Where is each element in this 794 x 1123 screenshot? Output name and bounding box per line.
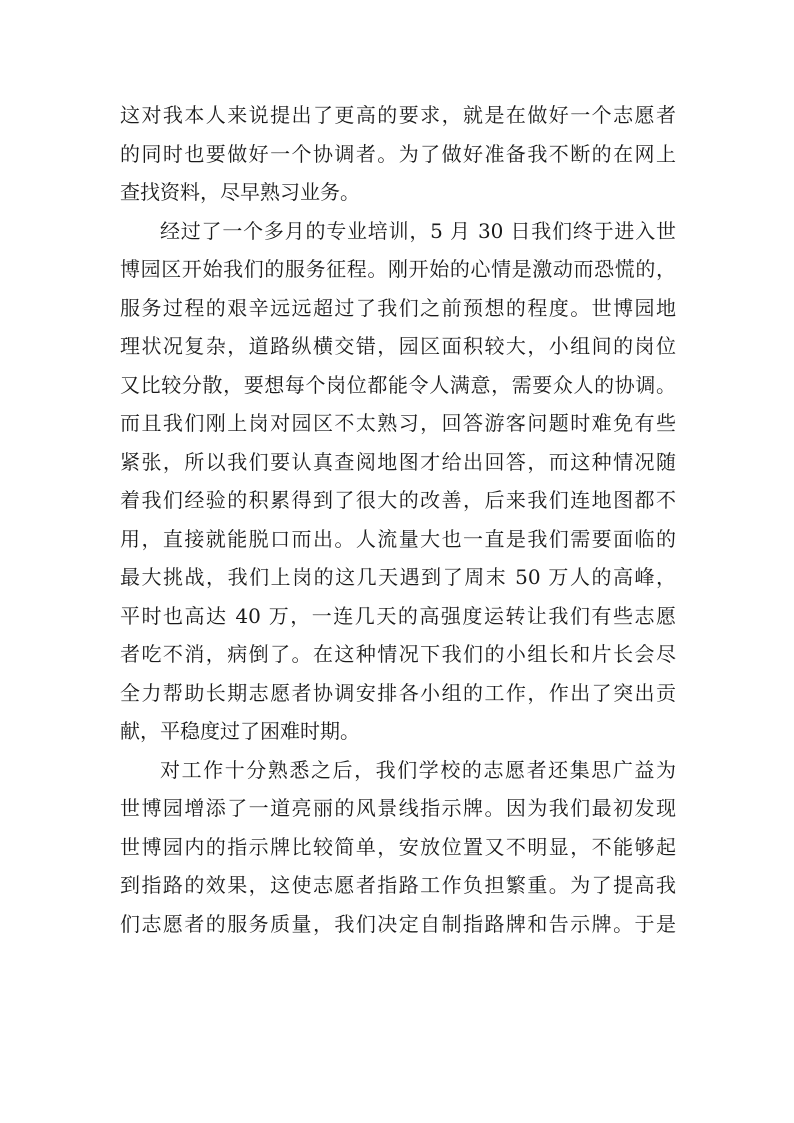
text-line: 平时也高达 40 万，一连几天的高强度运转让我们有些志愿: [120, 603, 676, 628]
text-line: 又比较分散，要想每个岗位都能令人满意，需要众人的协调。: [120, 372, 676, 397]
text-line: 世博园增添了一道亮丽的风景线指示牌。因为我们最初发现: [120, 796, 676, 820]
text-line: 着我们经验的积累得到了很大的改善，后来我们连地图都不: [120, 488, 676, 512]
text-line: 献，平稳度过了困难时期。: [120, 719, 360, 743]
text-line: 而且我们刚上岗对园区不太熟习，回答游客问题时难免有些: [120, 411, 676, 435]
text-line: 到指路的效果，这使志愿者指路工作负担繁重。为了提高我: [120, 873, 676, 897]
text-line: 最大挑战，我们上岗的这几天遇到了周末 50 万人的高峰，: [120, 565, 676, 589]
text-line: 的同时也要做好一个协调者。为了做好准备我不断的在网上: [120, 141, 676, 166]
text-line: 这对我本人来说提出了更高的要求，就是在做好一个志愿者: [120, 103, 676, 127]
text-line: 服务过程的艰辛远远超过了我们之前预想的程度。世博园地: [120, 295, 676, 320]
paragraph-2: [120, 212, 676, 751]
document-body: [120, 96, 676, 943]
text-line: 者吃不消，病倒了。在这种情况下我们的小组长和片长会尽: [120, 642, 676, 666]
text-line: 用，直接就能脱口而出。人流量大也一直是我们需要面临的: [120, 526, 676, 551]
text-line: 对工作十分熟悉之后，我们学校的志愿者还集思广益为: [160, 757, 676, 782]
text-line: 们志愿者的服务质量，我们决定自制指路牌和告示牌。于是: [120, 911, 676, 936]
text-line: 世博园内的指示牌比较简单，安放位置又不明显，不能够起: [120, 834, 676, 859]
text-line: 紧张，所以我们要认真查阅地图才给出回答，而这种情况随: [120, 449, 676, 474]
text-line: 经过了一个多月的专业培训，5 月 30 日我们终于进入世: [160, 218, 676, 243]
text-line: 理状况复杂，道路纵横交错，园区面积较大，小组间的岗位: [120, 334, 676, 358]
text-line: 博园区开始我们的服务征程。刚开始的心情是激动而恐慌的，: [120, 257, 676, 281]
text-line: 全力帮助长期志愿者协调安排各小组的工作，作出了突出贡: [120, 680, 676, 705]
paragraph-1: [120, 96, 676, 212]
paragraph-3: [120, 751, 676, 944]
text-line: 查找资料，尽早熟习业务。: [120, 180, 360, 204]
